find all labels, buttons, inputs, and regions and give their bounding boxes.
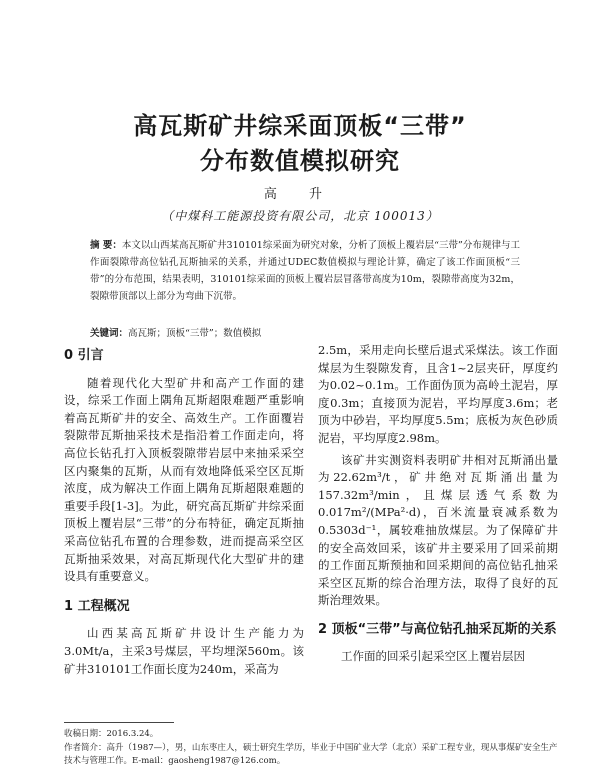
footnote-author-bio: 作者简介：高升（1987—），男，山东枣庄人，硕士研究生学历，毕业于中国矿业大学（北京）采矿工程专业，现从事煤矿安全生产技术与管理工作。E-mail：gaosheng1987@126.com。 xyxy=(64,743,558,766)
footnote-divider xyxy=(64,722,174,723)
author-name: 高 升 xyxy=(263,187,337,202)
section-1-paragraph: 山西某高瓦斯矿井设计生产能力为3.0Mt/a，主采3号煤层，平均埋深560m。该矿井310101工作面长度为240m，采高为 xyxy=(64,626,304,676)
keywords-label: 关键词： xyxy=(90,328,129,339)
affiliation: （中煤科工能源投资有限公司，北京 100013） xyxy=(161,209,439,223)
keywords-text: 高瓦斯；顶板“三带”；数值模拟 xyxy=(128,328,262,339)
right-paragraph-3: 工作面的回采引起采空区上覆岩层因 xyxy=(341,648,525,663)
abstract-label: 摘 要： xyxy=(90,240,122,251)
footnote-received: 收稿日期：2016.3.24。 xyxy=(64,729,159,739)
right-paragraph-2: 该矿井实测资料表明矿井相对瓦斯涌出量为22.62m³/t，矿井绝对瓦斯涌出量为157.32m³/min，且煤层透气系数为0.017m²/(MPa²·d)，百米流量衰减系数为0.5303d⁻¹，属较难抽放煤层。为了保障矿井的安全高效回采，该矿井主要采用了回采前期的工作面瓦斯预抽和回采期间的高位钻孔抽采采空区瓦斯的综合治理方法，取得了良好的瓦斯治理效果。 xyxy=(318,452,558,608)
abstract-text: 本文以山西某高瓦斯矿井310101综采面为研究对象，分析了顶板上覆岩层“三带”分布规律与工作面裂隙带高位钻孔瓦斯抽采的关系，并通过UDEC数值模拟与理论计算，确定了该工作面顶板“三带”的分布范围，结果表明，310101综采面的顶板上覆岩层冒落带高度为10m，裂隙带高度为32m，裂隙带顶部以上部分为弯曲下沉带。 xyxy=(90,240,520,302)
section-0-heading: 0 引言 xyxy=(64,348,104,363)
right-paragraph-1: 2.5m，采用走向长壁后退式采煤法。该工作面煤层为生裂隙发育，且含1~2层夹矸，厚度约为0.02~0.1m。工作面伪顶为高岭土泥岩，厚度0.3m；直接顶为泥岩，平均厚度3.6m；老顶为中砂岩，平均厚度5.5m；底板为灰色砂质泥岩，平均厚度2.98m。 xyxy=(318,343,558,445)
keywords xyxy=(90,325,520,339)
section-2-heading: 2 顶板“三带”与高位钻孔抽采瓦斯的关系 xyxy=(318,621,557,637)
section-0-paragraph: 随着现代化大型矿井和高产工作面的建设，综采工作面上隅角瓦斯超限难题严重影响着高瓦斯矿井的安全、高效生产。工作面覆岩裂隙带瓦斯抽采技术是指沿着工作面走向，将高位长钻孔打入顶板裂隙带岩层中来抽采采空区内聚集的瓦斯，从而有效地降低采空区瓦斯浓度，成为解决工作面上隅角瓦斯超限难题的重要手段[1-3]。为此，研究高瓦斯矿井综采面顶板上覆岩层“三带”的分布特征，确定瓦斯抽采高位钻孔布置的合理参数，进而提高采空区瓦斯抽采效果，对高瓦斯现代化大型矿井的建设具有重要意义。 xyxy=(64,375,304,584)
abstract xyxy=(90,237,520,305)
paper-title-line2: 分布数值模拟研究 xyxy=(200,147,400,175)
section-1-heading: 1 工程概况 xyxy=(64,598,130,614)
left-column xyxy=(64,347,304,678)
right-column xyxy=(318,342,558,666)
paper-title-line1: 高瓦斯矿井综采面顶板“三带” xyxy=(133,112,467,140)
